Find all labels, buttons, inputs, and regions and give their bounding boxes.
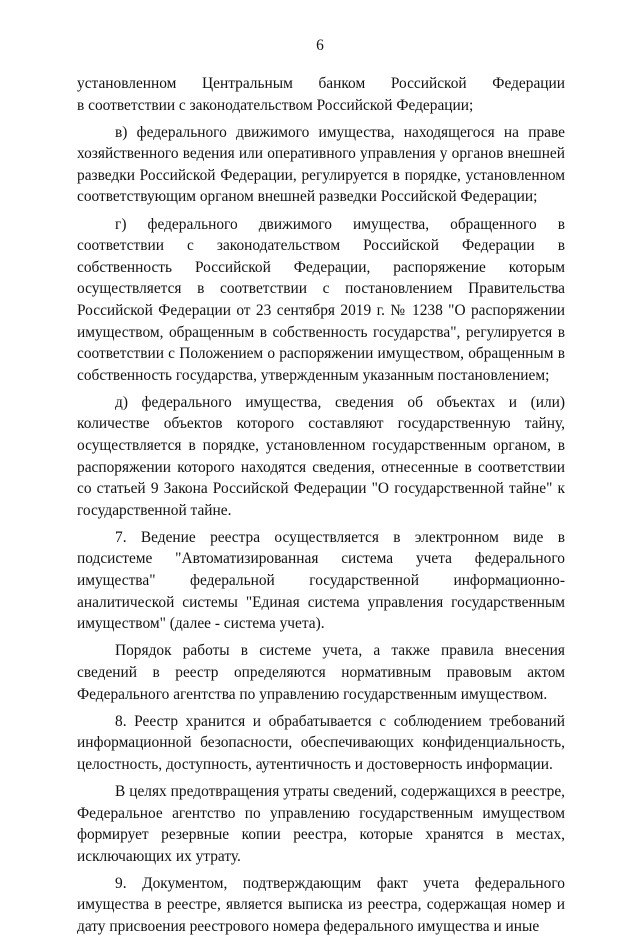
paragraph-clause-8: 8. Реестр хранится и обрабатывается с соблюдением требований информационной безопасности, обеспечивающих конфиденциальность, целостность, доступность, аутентичность и достоверность информации. xyxy=(77,712,565,773)
paragraph-clause-7: 7. Ведение реестра осуществляется в электронном виде в подсистеме "Автоматизированная система учета федерального имущества" федеральной государственной информационно-аналитической системы "Единая система управления государственным имуществом" (далее - система учета). xyxy=(77,528,565,633)
paragraph-item-g: г) федерального движимого имущества, обращенного в соответствии с законодательством Российской Федерации в собственность Российской Федерации, распоряжение которым осуществляется в соответствии с постановлением Правительства Российской Федерации от 23 сентября 2019 г. № 1238 "О распоряжении имуществом, обращенным в собственность государства", регулируется в соответствии с Положением о распоряжении имуществом, обращенным в собственность государства, утвержденным указанным постановлением; xyxy=(77,215,565,384)
paragraph-clause-9: 9. Документом, подтверждающим факт учета федерального имущества в реестре, является выписка из реестра, содержащая номер и дату присвоения реестрового номера федерального имущества и иные xyxy=(77,874,565,935)
document-body xyxy=(77,73,565,943)
continuation-line-1: установленном Центральным банком Российской Федерации xyxy=(77,75,565,92)
page-number: 6 xyxy=(316,37,324,54)
paragraph-continuation xyxy=(77,73,565,116)
paragraph-work-procedure: Порядок работы в системе учета, а также правила внесения сведений в реестр определяются нормативным правовым актом Федерального агентства по управлению государственным имуществом. xyxy=(77,642,565,703)
paragraph-item-d: д) федерального имущества, сведения об объектах и (или) количестве объектов которого составляют государственную тайну, осуществляется в порядке, установленном государственным органом, в распоряжении которого находятся сведения, отнесенные в соответствии со статьей 9 Закона Российской Федерации "О государственной тайне" к государственной тайне. xyxy=(77,393,565,519)
continuation-line-2: в соответствии с законодательством Российской Федерации; xyxy=(77,96,474,114)
paragraph-item-v: в) федерального движимого имущества, находящегося на праве хозяйственного ведения или оперативного управления у органов внешней разведки Российской Федерации, регулируется в порядке, установленном соответствующим органом внешней разведки Российской Федерации; xyxy=(77,123,565,206)
paragraph-backup-copies: В целях предотвращения утраты сведений, содержащихся в реестре, Федеральное агентство по управлению государственным имуществом формирует резервные копии реестра, которые хранятся в местах, исключающих их утрату. xyxy=(77,782,565,865)
